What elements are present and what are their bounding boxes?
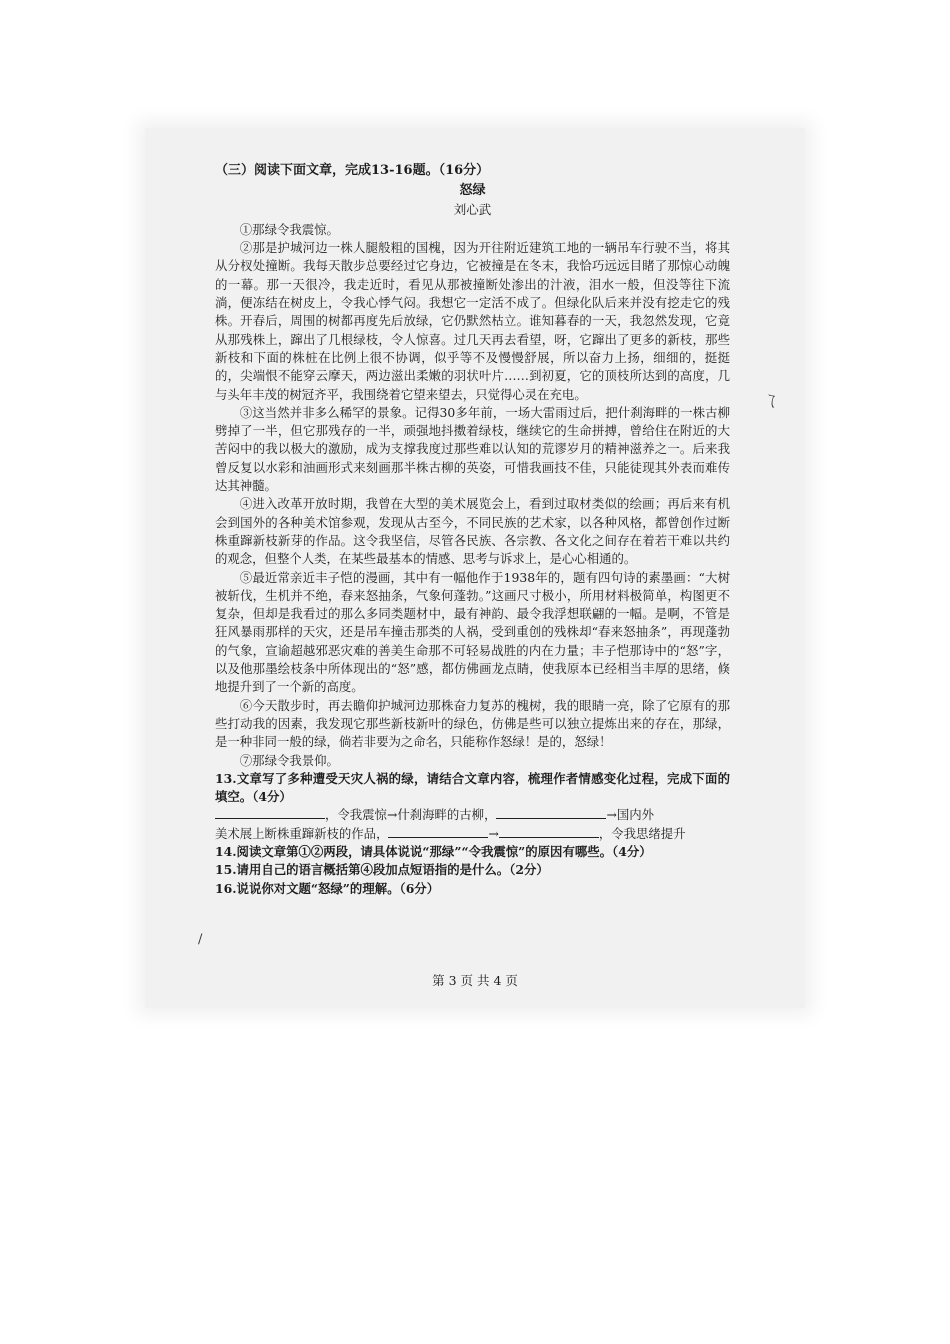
handwritten-tick: / [198, 932, 203, 947]
paragraph-2: ②那是护城河边一株人腿般粗的国槐，因为开往附近建筑工地的一辆吊车行驶不当，将其从分杈处撞断。我每天散步总要经过它身边，它被撞是在冬末，我恰巧远远目睹了那惊心动魄的一幕。那一天很冷，我走近时，看见从那被撞断处渗出的汁液，泪水一般，但没等往下流淌，便冻结在树皮上，令我心悸气闷。我想它一定活不成了。但绿化队后来并没有挖走它的残株。开春后，周围的树都再度先后放绿，它仍默然枯立。谁知暮春的一天，我忽然发现，它竟从那残株上，蹿出了几根绿枝，令人惊喜。过几天再去看望，呀，它蹿出了更多的新枝，那些新枝和下面的株桩在比例上很不协调，似乎等不及慢慢舒展，所以奋力上扬，细细的，挺挺的，尖端恨不能穿云摩天，两边滋出柔嫩的羽状叶片……到初夏，它的顶枝所达到的高度，几与头年丰茂的树冠齐平，我围绕着它望来望去，只觉得心灵在充电。 [215, 240, 730, 402]
section-heading: （三）阅读下面文章，完成13-16题。（16分） [215, 163, 490, 178]
paragraph-1: ①那绿令我震惊。 [239, 221, 339, 237]
paragraph-3: ③这当然并非多么稀罕的景象。记得30多年前，一场大雷雨过后，把什刹海畔的一株古柳劈掉了一半，但它那残存的一半，顽强地抖擞着绿枝，继续它的生命拼搏，曾给住在附近的大苦闷中的我以极大的激励，成为支撑我度过那些难以认知的荒谬岁月的精神滋养之一。后来我曾反复以水彩和油画形式来刻画那半株古柳的英姿，可惜我画技不佳，只能徒现其外表而难传达其神髓。 [215, 404, 730, 494]
question-13: 13.文章写了多种遭受天灾人祸的绿，请结合文章内容，梳理作者情感变化过程，完成下面的填空。（4分） [215, 770, 730, 805]
article-author: 刘心武 [453, 201, 492, 217]
paragraph-5: ⑤最近常亲近丰子恺的漫画，其中有一幅他作于1938年的，题有四句诗的素墨画：“大树被斩伐，生机并不绝，春来怒抽条，气象何蓬勃。”这画尺寸极小，所用材料极简单，构图更不复杂，但却是我看过的那么多同类题材中，最有神韵、最令我浮想联翩的一幅。是啊，不管是狂风暴雨那样的天灾，还是吊车撞击那类的人祸，受到重创的残株却“春来怒抽条”，再现蓬勃的气象，宣谕超越邪恶灾难的善美生命那不可轻易战胜的内在力量；丰子恺那诗中的“怒”字，以及他那墨绘枝条中所体现出的“怒”感，都仿佛画龙点睛，使我原本已经相当丰厚的思绪，倏地提升到了一个新的高度。 [215, 569, 730, 695]
answer-blank-4[interactable] [499, 825, 599, 838]
answer-blank-3[interactable] [388, 825, 488, 838]
question-15: 15.请用自己的语言概括第④段加点短语指的是什么。（2分） [215, 862, 549, 878]
answer-blank-2[interactable] [496, 806, 606, 819]
fill-part-2: 美术展上断株重蹿新枝的作品， [215, 825, 389, 841]
exam-page [215, 162, 730, 898]
question-16: 16.说说你对文题“怒绿”的理解。（6分） [215, 880, 440, 896]
article-title: 怒绿 [459, 183, 486, 199]
handwritten-margin-mark: ㄟ [758, 387, 783, 414]
question-13-fill [215, 806, 730, 843]
paragraph-6: ⑥今天散步时，再去瞻仰护城河边那株奋力复苏的槐树，我的眼睛一亮，除了它原有的那些打动我的因素，我发现它那些新枝新叶的绿色，仿佛是些可以独立提炼出来的存在，那绿，是一种非同一般的绿，倘若非要为之命名，只能称作怒绿！是的，怒绿！ [215, 697, 730, 750]
answer-blank-1[interactable] [215, 806, 325, 819]
page-footer: 第 3 页 共 4 页 [432, 973, 518, 988]
paragraph-4: ④进入改革开放时期，我曾在大型的美术展览会上，看到过取材类似的绘画；再后来有机会到国外的各种美术馆参观，发现从古至今，不同民族的艺术家，以各种风格，都曾创作过断株重蹿新枝新芽的作品。这令我坚信，尽管各民族、各宗教、各文化之间存在着若干难以共约的观念，但整个人类，在某些最基本的情感、思考与诉求上，是心心相通的。 [215, 496, 730, 567]
fill-part-1: ，令我震惊→什刹海畔的古柳， [325, 807, 497, 823]
paragraph-7: ⑦那绿令我景仰。 [239, 752, 339, 768]
fill-part-3: ，令我思绪提升 [598, 825, 686, 841]
fill-arrow-2: → [488, 825, 499, 841]
question-14: 14.阅读文章第①②两段，请具体说说“那绿”“令我震惊”的原因有哪些。（4分） [215, 843, 652, 859]
fill-arrow-1: →国内外 [606, 807, 655, 823]
